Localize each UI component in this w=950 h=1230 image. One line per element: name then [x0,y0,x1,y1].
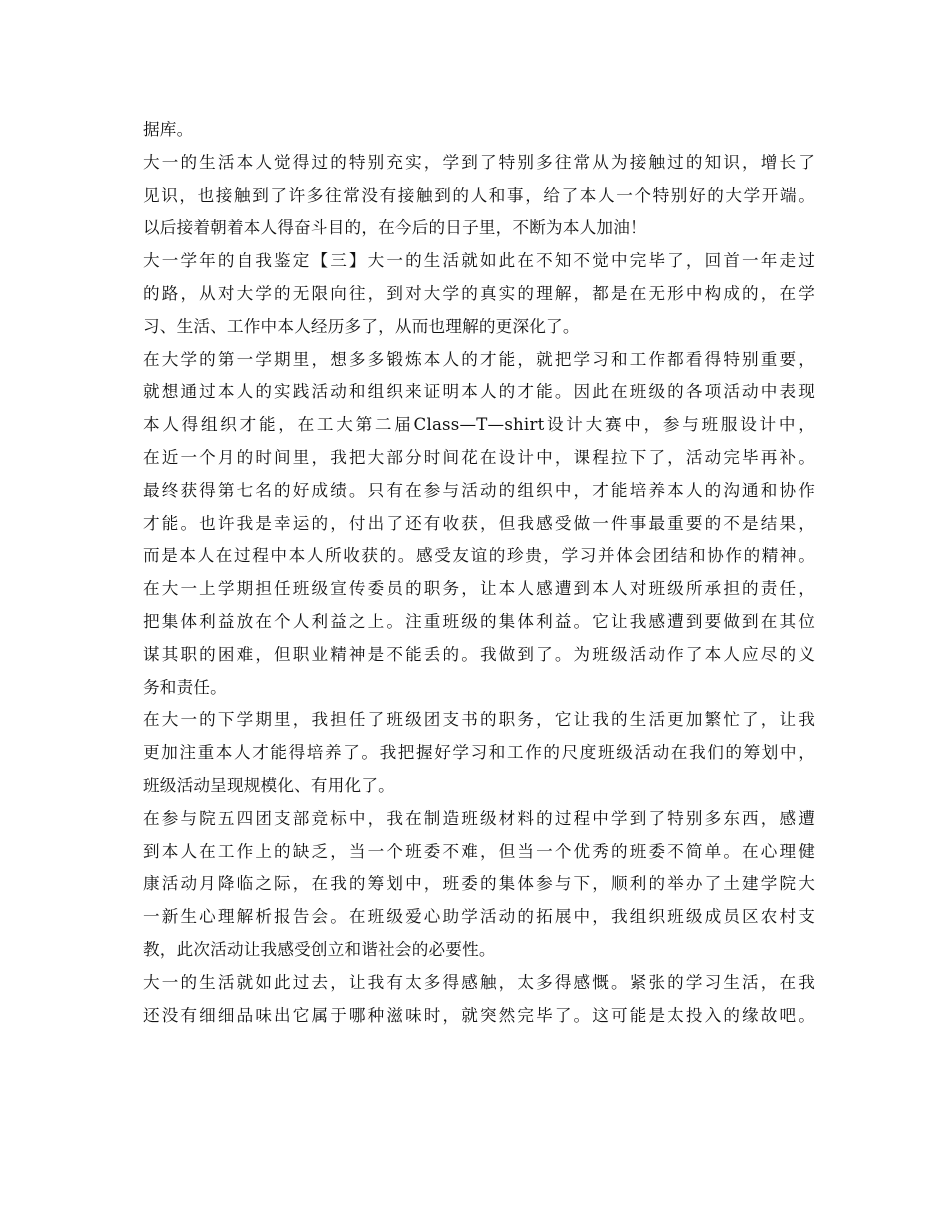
text-line: 教，此次活动让我感受创立和谐社会的必要性。 [143,939,496,959]
text-line: 一新生心理解析报告会。在班级爱心助学活动的拓展中，我组织班级成员区农村支 [143,907,815,927]
text-line: 而是本人在过程中本人所收获的。感受友谊的珍贵，学习并体会团结和协作的精神。 [143,546,815,566]
text-line: 据库。 [143,120,194,139]
text-line: 就想通过本人的实践活动和组织来证明本人的才能。因此在班级的各项活动中表现 [143,382,815,402]
text-line: 在大学的第一学期里，想多多锻炼本人的才能，就把学习和工作都看得特别重要， [143,349,815,369]
text-line: 大一的生活本人觉得过的特别充实，学到了特别多往常从为接触过的知识，增长了 [143,152,815,172]
text-line: 以后接着朝着本人得奋斗目的，在今后的日子里，不断为本人加油！ [143,218,647,238]
text-line: 大一的生活就如此过去，让我有太多得感触，太多得感慨。紧张的学习生活，在我 [143,972,815,992]
text-line: 谋其职的困难，但职业精神是不能丢的。我做到了。为班级活动作了本人应尽的义 [143,644,815,664]
text-line: 大一学年的自我鉴定【三】大一的生活就如此在不知不觉中完毕了，回首一年走过 [143,251,815,271]
text-line: 最终获得第七名的好成绩。只有在参与活动的组织中，才能培养本人的沟通和协作 [143,480,815,500]
text-line: 还没有细细品味出它属于哪种滋味时，就突然完毕了。这可能是太投入的缘故吧。 [143,1005,815,1025]
text-line: 更加注重本人才能得培养了。我把握好学习和工作的尺度班级活动在我们的筹划中， [143,743,815,763]
text-line: 到本人在工作上的缺乏，当一个班委不难，但当一个优秀的班委不简单。在心理健 [143,841,815,861]
text-line: 见识，也接触到了许多往常没有接触到的人和事，给了本人一个特别好的大学开端。 [143,185,815,205]
text-line: 本人得组织才能，在工大第二届Class—T—shirt设计大赛中，参与班服设计中， [143,415,815,435]
text-line: 在大一上学期担任班级宣传委员的职务，让本人感遭到本人对班级所承担的责任， [143,579,815,599]
text-line: 康活动月降临之际，在我的筹划中，班委的集体参与下，顺利的举办了土建学院大 [143,874,815,894]
text-line: 在近一个月的时间里，我把大部分时间花在设计中，课程拉下了，活动完毕再补。 [143,447,815,467]
text-line: 习、生活、工作中本人经历多了，从而也理解的更深化了。 [143,316,580,336]
text-line: 在大一的下学期里，我担任了班级团支书的职务，它让我的生活更加繁忙了，让我 [143,710,815,730]
document-text-body [143,114,815,1032]
text-line: 在参与院五四团支部竞标中，我在制造班级材料的过程中学到了特别多东西，感遭 [143,808,815,828]
text-line: 的路，从对大学的无限向往，到对大学的真实的理解，都是在无形中构成的，在学 [143,283,815,303]
text-line: 班级活动呈现规模化、有用化了。 [143,775,395,795]
text-line: 把集体利益放在个人利益之上。注重班级的集体利益。它让我感遭到要做到在其位 [143,611,815,631]
text-line: 才能。也许我是幸运的，付出了还有收获，但我感受做一件事最重要的不是结果， [143,513,815,533]
text-line: 务和责任。 [143,677,227,697]
